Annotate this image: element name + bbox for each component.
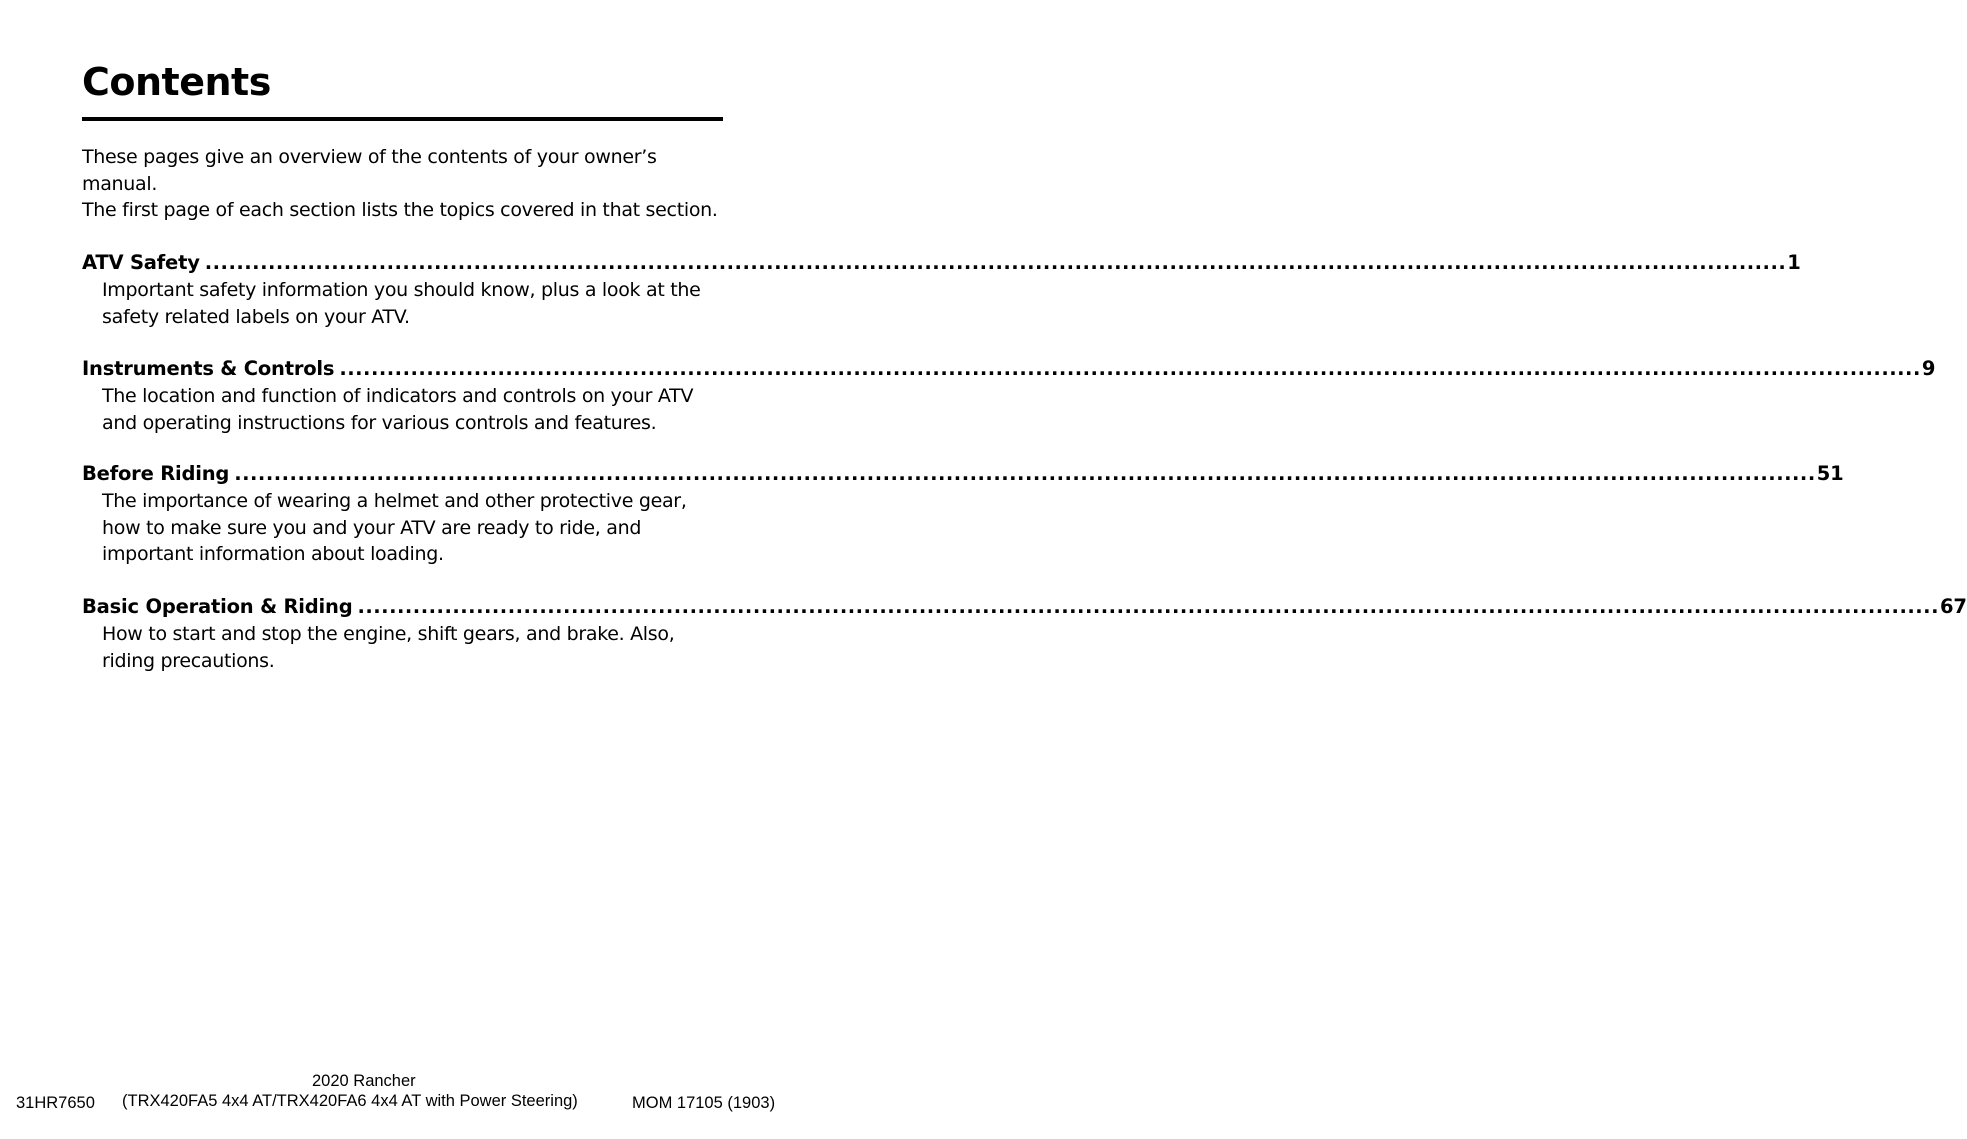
toc-entry-heading[interactable] xyxy=(82,250,1801,276)
intro-text xyxy=(82,144,732,224)
toc-leader-dots: ........................................................................................................................................................................................................ xyxy=(339,357,1921,380)
toc-page-number[interactable]: 67 xyxy=(1940,595,1967,618)
toc-entry-instruments-controls[interactable] xyxy=(82,356,1936,436)
toc-entry-atv-safety[interactable] xyxy=(82,250,1801,330)
toc-entry-title[interactable]: Basic Operation & Riding xyxy=(82,595,353,618)
footer-right-code: MOM 17105 (1903) xyxy=(632,1094,776,1112)
footer-model-variants: (TRX420FA5 4x4 AT/TRX420FA6 4x4 AT with Power Steering) xyxy=(122,1092,578,1110)
toc-entry-heading[interactable] xyxy=(82,356,1936,382)
toc-entry-heading[interactable] xyxy=(82,594,1967,620)
toc-page-number[interactable]: 9 xyxy=(1921,357,1936,380)
toc-entry-basic-operation-riding[interactable] xyxy=(82,594,1967,674)
page-title: Contents xyxy=(82,60,271,104)
footer-left-code: 31HR7650 xyxy=(16,1094,95,1112)
toc-entry-heading[interactable] xyxy=(82,461,1844,487)
toc-entry-before-riding[interactable] xyxy=(82,461,1844,568)
footer-model-name: 2020 Rancher xyxy=(312,1072,416,1090)
toc-leader-dots: ........................................................................................................................................................................................................ xyxy=(234,462,1816,485)
toc-entry-description: Important safety information you should know, plus a look at the safety related labels on your ATV. xyxy=(102,279,701,328)
toc-leader-dots: ........................................................................................................................................................................................................ xyxy=(357,595,1939,618)
toc-page-number[interactable]: 1 xyxy=(1787,251,1801,274)
toc-entry-description: How to start and stop the engine, shift gears, and brake. Also, riding precautions. xyxy=(102,623,675,672)
toc-entry-title[interactable]: ATV Safety xyxy=(82,251,200,274)
toc-page-number[interactable]: 51 xyxy=(1816,462,1844,485)
toc-entry-title[interactable]: Instruments & Controls xyxy=(82,357,335,380)
toc-entry-description: The location and function of indicators and controls on your ATV and operating instructions for various controls and features. xyxy=(102,385,694,434)
intro-line-1: These pages give an overview of the contents of your owner’s manual. xyxy=(82,146,657,195)
title-divider xyxy=(82,117,723,121)
toc-leader-dots: ........................................................................................................................................................................................................ xyxy=(204,251,1787,274)
toc-entry-title[interactable]: Before Riding xyxy=(82,462,230,485)
toc-entry-description: The importance of wearing a helmet and other protective gear, how to make sure you and your ATV are ready to ride, and important information about loading. xyxy=(102,490,687,565)
intro-line-2: The first page of each section lists the topics covered in that section. xyxy=(82,199,718,221)
